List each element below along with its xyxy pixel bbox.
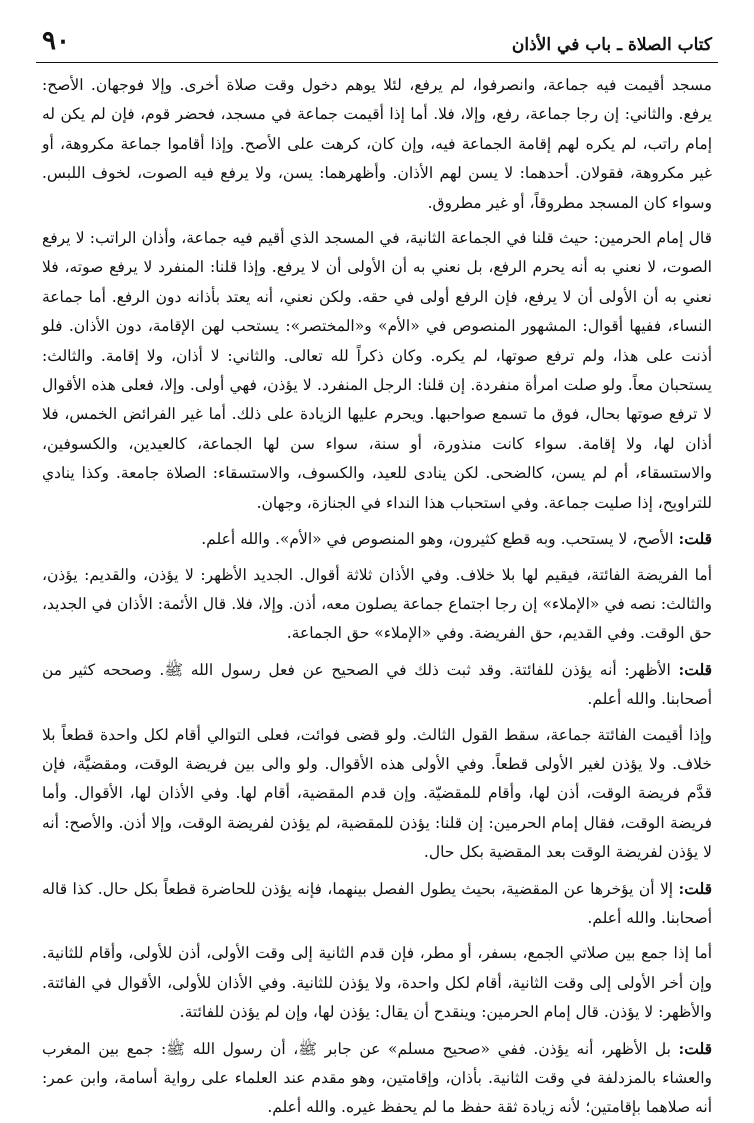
paragraph-text: بل الأظهر، أنه يؤذن. ففي «صحيح مسلم» عن جابر ﷺ، أن رسول الله ﷺ: جمع بين المغرب والعشاء بالمزدلفة في وقت الثانية. بأذان، وإقامتين، وهو مقدم عند العلماء على رواية أسامة، وابن عمر: أنه صلاهما بإقامتين؛ لأنه زيادة ثقة حفظ ما لم يحفظ غيره. والله أعلم. [42,1039,712,1117]
paragraph [42,1034,712,1123]
paragraph-text: أما إذا جمع بين صلاتي الجمع، بسفر، أو مطر، فإن قدم الثانية إلى وقت الأولى، أذن للأولى، وأقام للثانية. وإن أخر الأولى إلى وقت الثانية، أقام لكل واحدة، ولا يؤذن للثانية. وفي الأذان للأولى، الأقوال في الفائتة. والأظهر: لا يؤذن. قال إمام الحرمين: وينقدح أن يقال: يؤذن لها، وإن لم يؤذن للفائتة. [42,944,712,1022]
page-header [36,28,718,63]
paragraph-text: مسجد أقيمت فيه جماعة، وانصرفوا، لم يرفع، لئلا يوهم دخول وقت صلاة أخرى. وإلا فوجهان. الأصح: يرفع. والثاني: إن رجا جماعة، رفع، وإلا، فلا. أما إذا أقيمت جماعة في مسجد، فحضر قوم، فإن لم يكن له إمام راتب، لم يكره لهم إقامة الجماعة فيه، وإن كان، كرهت على الأصح. وإذا أقاموا جماعة مكروهة، أو غير مكروهة، فقولان. أحدهما: لا يسن لهم الأذان. وأظهرهما: يسن، ولا يرفع فيه الصوت، لخوف اللبس. وسواء كان المسجد مطروقاً، أو غير مطروق. [42,76,712,212]
page-body [36,63,718,1123]
paragraph [42,721,712,868]
paragraph-text: الأظهر: أنه يؤذن للفائتة. وقد ثبت ذلك في الصحيح عن فعل رسول الله ﷺ. وصححه كثير من أصحابنا. والله أعلم. [42,660,712,709]
paragraph-text: أما الفريضة الفائتة، فيقيم لها بلا خلاف. وفي الأذان ثلاثة أقوال. الجديد الأظهر: لا يؤذن، والقديم: يؤذن، والثالث: نصه في «الإملاء» إن رجا اجتماع جماعة يصلون معه، أذن. وإلا، فلا. قال الأئمة: الأذان في الجديد، حق الوقت. وفي القديم، حق الفريضة. وفي «الإملاء» حق الجماعة. [42,565,712,643]
qult-lead: قلت: [678,878,712,898]
qult-lead: قلت: [678,529,712,549]
paragraph [42,939,712,1027]
paragraph-text: قال إمام الحرمين: حيث قلنا في الجماعة الثانية، في المسجد الذي أقيم فيه جماعة، وأذان الراتب: لا يرفع الصوت، لا نعني به أنه يحرم الرفع، بل نعني به أن الأولى أن لا يرفع. وإذا قلنا: المنفرد لا يرفع صوته، فلا نعني به أن الأولى أن لا يرفع، فإن الرفع أولى في حقه. ولكن نعني، أنه يعتد بأذانه دون الرفع. أما جماعة النساء، ففيها أقوال: المشهور المنصوص في «الأم» و«المختصر»: يستحب لهن الإقامة، دون الأذان. فلو أذنت على هذا، ولم ترفع صوتها، لم يكره. وكان ذكراً لله تعالى. والثاني: لا أذان، ولا إقامة. والثالث: يستحبان معاً. ولو صلت امرأة منفردة. إن قلنا: الرجل المنفرد. لا يؤذن، فهي أولى. وإلا، فعلى هذه الأقوال لا ترفع صوتها بحال، فوق ما تسمع صواحبها. ويحرم عليها الزيادة على ذلك. أما غير الفرائض الخمس، فلا أذان لها، ولا إقامة. سواء كانت منذورة، أو سنة، سواء سن لها الجماعة، كالعيدين، والكسوفين، والاستسقاء، أم لم يسن، كالضحى. لكن ينادى للعيد، والكسوف، والاستسقاء: الصلاة جامعة. وكذا ينادي للتراويح، إذا صليت جماعة. وفي استحباب هذا النداء في الجنازة، وجهان. [42,229,712,512]
paragraph [42,524,712,554]
paragraph [42,874,712,934]
paragraph [42,224,712,518]
paragraph [42,561,712,649]
qult-lead: قلت: [678,659,712,679]
page-number: ٩٠ [42,26,70,56]
paragraph-text: الأصح، لا يستحب. وبه قطع كثيرون، وهو المنصوص في «الأم». والله أعلم. [201,530,674,549]
paragraph [42,71,712,218]
qult-lead: قلت: [678,1038,712,1058]
paragraph-text: وإذا أقيمت الفائتة جماعة، سقط القول الثالث. ولو قضى فوائت، فعلى التوالي أقام لكل واحدة قطعاً بلا خلاف. ولا يؤذن لغير الأولى قطعاً. وفي الأولى هذه الأقوال. ولو والى بين فريضة الوقت، ومقضيَّة، فإن قدَّم فريضة الوقت، أذن لها، وأقام للمقضيّة. وإن قدم المقضية، أقام لها. وفي الأذان لها، الأقوال. وأما فريضة الوقت، فقال إمام الحرمين: إن قلنا: يؤذن للمقضية، لم يؤذن لفريضة الوقت، وإلا أذن. والأصح: أنه لا يؤذن لفريضة الوقت بعد المقضية بكل حال. [42,725,712,862]
paragraph [42,655,712,715]
paragraph-text: إلا أن يؤخرها عن المقضية، بحيث يطول الفصل بينهما، فإنه يؤذن للحاضرة قطعاً بكل حال. كذا قاله أصحابنا. والله أعلم. [42,879,712,927]
running-head: كتاب الصلاة ـ باب في الأذان [511,35,712,55]
